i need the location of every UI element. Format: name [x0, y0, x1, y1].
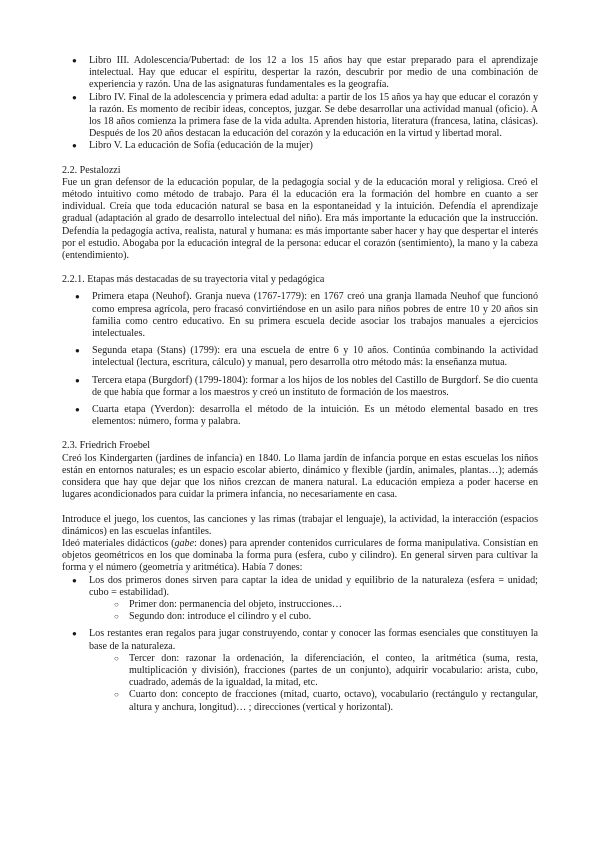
list-item [62, 575, 538, 624]
don-group-text: Los dos primeros dones sirven para captar la idea de unidad y equilibrio de la naturaleza (esfera = unidad; cubo = estabilidad). [89, 574, 538, 598]
froebel-materiales-paragraph [62, 538, 538, 575]
list-item: ● Cuarta etapa (Yverdon): desarrolla el método de la intuición. Es un método elemental basado en tres elementos: número, forma y palabra. [62, 404, 538, 428]
pestalozzi-paragraph: Fue un gran defensor de la educación popular, de la pedagogía social y de la educación moral y religiosa. Creó el método intuitivo como método de trabajo. Para él la educación era la formación del hombre en cuanto a ser individual. Creía que toda educación natural se basa en la espontaneidad y la intuición. Defendía el aprendizaje gradual (adaptación al grado de desarrollo intelectual del niño). Era más importante la educación que la instrucción. Defendía la pedagogía activa, realista, natural y humana: es más importante saber hacer y hay que despertar el interés por el estudio. Abogaba por la educación integral de la persona: educar el corazón (sentimiento), la mano y la cabeza (entendimiento). [62, 176, 538, 262]
dones-sublist [89, 653, 538, 714]
materiales-text-post: : dones) para aprender contenidos curriculares de forma manipulativa. Consistían en objetos geométricos en los que dominaba la forma pura (esfera, cubo y cilindro). En general sirven para cultivar la forma y el número (geometría y aritmética). Había 7 dones: [62, 537, 539, 574]
dones-list [62, 575, 538, 714]
section-heading-etapas: 2.2.1. Etapas más destacadas de su trayectoria vital y pedagógica [62, 274, 325, 286]
etapas-list [62, 291, 538, 428]
materiales-text-pre: Ideó materiales didácticos ( [62, 537, 175, 549]
don-group-text: Los restantes eran regalos para jugar construyendo, contar y conocer las formas esenciales que constituyen la base de la naturaleza. [89, 628, 538, 652]
froebel-intro-paragraph: Introduce el juego, los cuentos, las canciones y las rimas (trabajar el lenguaje), la actividad, la interacción (espacios dinámicos) en las escuelas infantiles. [62, 513, 538, 537]
sub-list-item: ○ Cuarto don: concepto de fracciones (mitad, cuarto, octavo), vocabulario (rectángulo y rectangular, altura y anchura, longitud)… ; direcciones (vertical y horizontal). [89, 689, 538, 713]
list-item: ● Libro V. La educación de Sofía (educación de la mujer) [62, 140, 538, 152]
section-heading-froebel: 2.3. Friedrich Froebel [62, 440, 151, 452]
dones-sublist [89, 599, 538, 623]
list-item: ● Tercera etapa (Burgdorf) (1799-1804): formar a los hijos de los nobles del Castillo de Burgdorf. Se dio cuenta de que había que formar a los maestros y creó un instituto de formación de los maestros. [62, 375, 538, 399]
froebel-paragraph: Creó los Kindergarten (jardines de infancia) en 1840. Lo llama jardín de infancia porque en estas escuelas los niños están en entornos naturales; es un espacio escolar abierto, dinámico y flexible (jardín, animales, plantas…); además considera que hay que dejar que los niños crezcan de manera natural. La educación empieza a poder hacerse en lugares acondicionados para cuidar la primera infancia, no necesariamente en casa. [62, 452, 538, 501]
gabe-term: gabe [174, 537, 195, 549]
sub-list-item: ○ Primer don: permanencia del objeto, instrucciones… [89, 599, 538, 611]
sub-list-item: ○ Segundo don: introduce el cilindro y el cubo. [89, 611, 538, 623]
list-item: ● Primera etapa (Neuhof). Granja nueva (1767-1779): en 1767 creó una granja llamada Neuhof que funcionó como empresa agrícola, pero fracasó convirtiéndose en un asilo para niños pobres de entre 10 y 20 años sin familia como centro educativo. En su primera escuela decide asociar los trabajos manuales a ejercicios intelectuales. [62, 291, 538, 340]
rousseau-books-list [62, 55, 538, 153]
list-item: ● Libro III. Adolescencia/Pubertad: de los 12 a los 15 años hay que estar preparado para el aprendizaje intelectual. Hay que educar el espíritu, despertar la razón, descubrir por medio de una combinación de experiencia y razón. Una de las asignaturas fundamentales es la geografía. [62, 55, 538, 92]
list-item: ● Libro IV. Final de la adolescencia y primera edad adulta: a partir de los 15 años ya hay que educar el corazón y la razón. Es momento de recibir ideas, conceptos, juzgar. Se debe desarrollar una actividad manual (oficio). A los 18 años comienza la primera fase de la vida adulta. Aprenden historia, literatura (francesa, latina, clásicas). Después de los 20 años destacan la educación del corazón y la educación en la virtud y libertad moral. [62, 92, 538, 141]
section-heading-pestalozzi: 2.2. Pestalozzi [62, 164, 121, 176]
list-item: ● Segunda etapa (Stans) (1799): era una escuela de entre 6 y 10 años. Continúa combinando la actividad intelectual (lectura, escritura, cálculo) y manual, pero desarrolla otro método más: la enseñanza mutua. [62, 345, 538, 369]
sub-list-item: ○ Tercer don: razonar la ordenación, la diferenciación, el conteo, la aritmética (suma, resta, multiplicación y división), fracciones (partes de un conjunto), adquirir vocabulario: arista, cubo, cuadrado, además de la igualdad, la mitad, etc. [89, 653, 538, 690]
list-item [62, 628, 538, 713]
